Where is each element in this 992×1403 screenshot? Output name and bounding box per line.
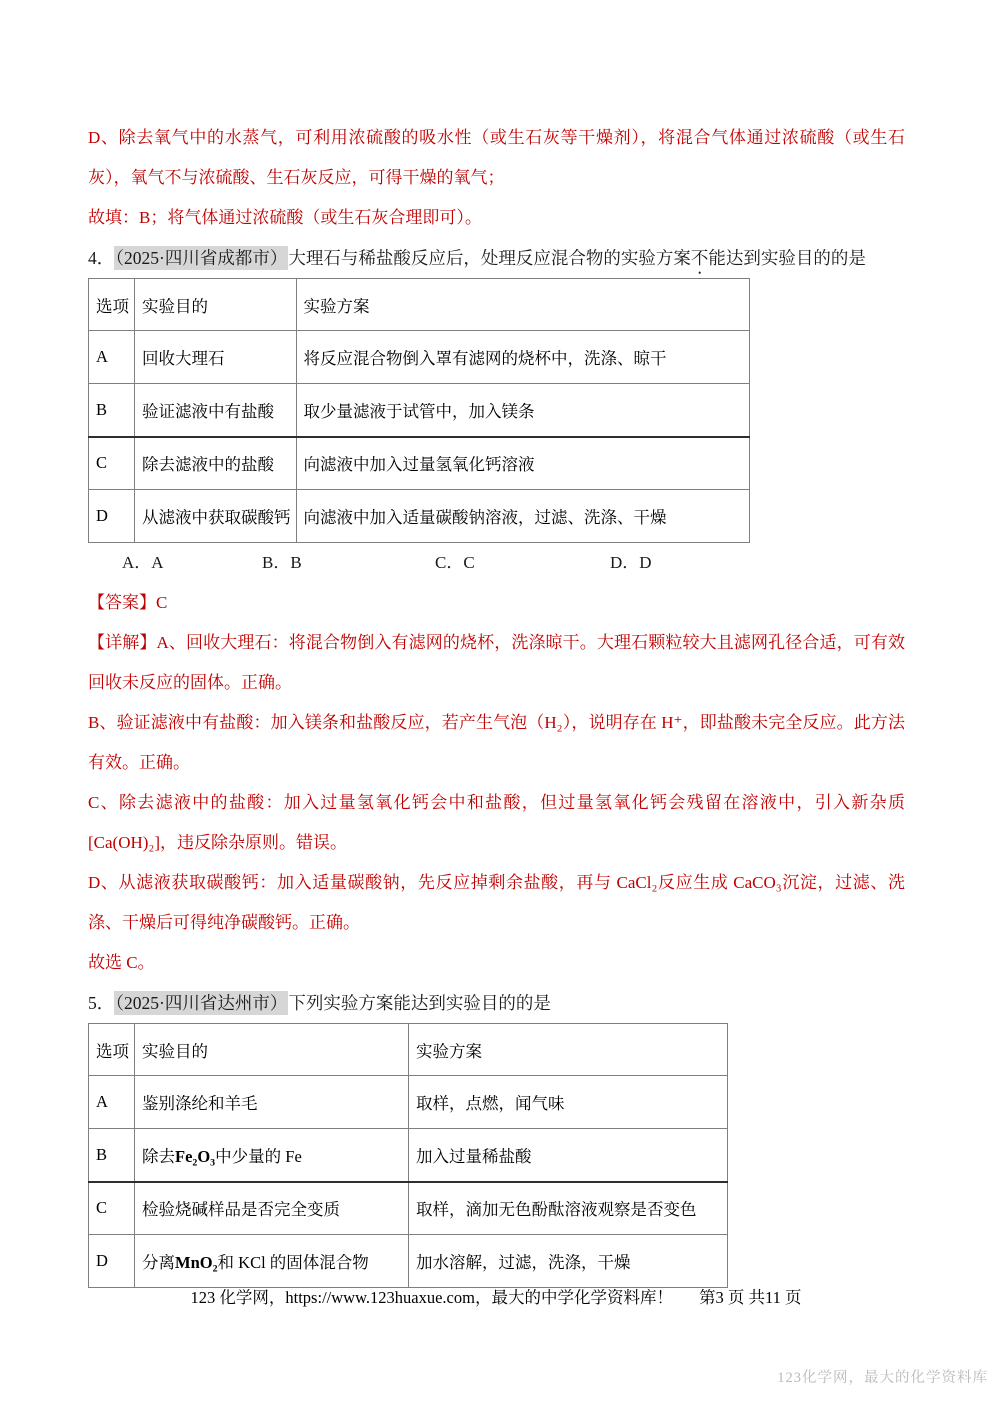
question-4-text: 大理石与稀盐酸反应后，处理反应混合物的实验方案 bbox=[288, 248, 691, 268]
question-4-choices bbox=[88, 543, 905, 583]
watermark: 123化学网，最大的化学资料库 bbox=[777, 1370, 988, 1386]
option-cell: D bbox=[89, 1235, 135, 1288]
table-row bbox=[89, 1235, 728, 1288]
question-5-number: 5． bbox=[88, 993, 115, 1013]
scheme-cell: 加水溶解，过滤，洗涤，干燥 bbox=[409, 1235, 728, 1288]
scheme-cell: 取样，点燃，闻气味 bbox=[409, 1076, 728, 1129]
analysis-conclusion: 故选 C。 bbox=[88, 953, 155, 972]
table-header-row bbox=[89, 1024, 728, 1076]
question-4-number: 4． bbox=[88, 248, 115, 268]
option-cell: C bbox=[89, 1182, 135, 1235]
scheme-cell: 取少量滤液于试管中，加入镁条 bbox=[296, 384, 749, 437]
chemical-formula: Fe₂O₃ bbox=[175, 1146, 216, 1166]
table-row bbox=[89, 1076, 728, 1129]
option-cell: C bbox=[89, 437, 135, 490]
prev-answer-fill: 故填：B；将气体通过浓硫酸（或生石灰合理即可）。 bbox=[88, 208, 482, 227]
scheme-cell: 取样，滴加无色酚酞溶液观察是否变色 bbox=[409, 1182, 728, 1235]
table-row bbox=[89, 1182, 728, 1235]
table-row bbox=[89, 437, 750, 490]
option-cell: B bbox=[89, 1129, 135, 1182]
page-footer bbox=[0, 1284, 992, 1308]
choice-a: A．A bbox=[122, 553, 164, 572]
table-row bbox=[89, 490, 750, 543]
question-4-emphasis: 不 bbox=[690, 248, 709, 268]
option-cell: A bbox=[89, 331, 135, 384]
header-option: 选项 bbox=[89, 1024, 135, 1076]
answer-label: 【答案】 bbox=[88, 593, 156, 612]
page-number: 第3 页 共11 页 bbox=[698, 1288, 802, 1307]
question-4-text-end: 能达到实验目的的是 bbox=[708, 248, 866, 268]
prev-answer-explanation: D、除去氧气中的水蒸气，可利用浓硫酸的吸水性（或生石灰等干燥剂），将混合气体通过浓硫酸（或生石灰），氧气不与浓硫酸、生石灰反应，可得干燥的氧气； bbox=[88, 128, 905, 187]
choice-c: C．C bbox=[435, 553, 475, 572]
purpose-cell: 鉴别涤纶和羊毛 bbox=[135, 1076, 409, 1129]
purpose-cell: 从滤液中获取碳酸钙 bbox=[135, 490, 297, 543]
table-row bbox=[89, 1129, 728, 1182]
analysis-paragraph-a: 【详解】A、回收大理石：将混合物倒入有滤网的烧杯，洗涤晾干。大理石颗粒较大且滤网孔径合适，可有效回收未反应的固体。正确。 bbox=[88, 633, 905, 692]
purpose-cell: 验证滤液中有盐酸 bbox=[135, 384, 297, 437]
purpose-cell: 分离MnO₂和 KCl 的固体混合物 bbox=[135, 1235, 409, 1288]
option-cell: B bbox=[89, 384, 135, 437]
site-info: 123 化学网，https://www.123huaxue.com，最大的中学化学资料库！ bbox=[190, 1288, 673, 1307]
question-5-text: 下列实验方案能达到实验目的的是 bbox=[288, 993, 551, 1013]
analysis-paragraph-c: C、除去滤液中的盐酸：加入过量氢氧化钙会中和盐酸，但过量氢氧化钙会残留在溶液中，引入新杂质[Ca(OH)₂]，违反除杂原则。错误。 bbox=[88, 793, 905, 852]
purpose-cell: 回收大理石 bbox=[135, 331, 297, 384]
chemical-formula: MnO₂ bbox=[175, 1253, 218, 1272]
scheme-cell: 向滤液中加入适量碳酸钠溶液，过滤、洗涤、干燥 bbox=[296, 490, 749, 543]
question-4-stem bbox=[88, 238, 905, 278]
option-cell: A bbox=[89, 1076, 135, 1129]
question-5-source-tag: （2025·四川省达州市） bbox=[115, 993, 288, 1013]
scheme-cell: 向滤液中加入过量氢氧化钙溶液 bbox=[296, 437, 749, 490]
answer-value: C bbox=[156, 593, 168, 612]
question-5-stem bbox=[88, 983, 905, 1023]
table-row bbox=[89, 384, 750, 437]
choice-b: B．B bbox=[262, 553, 302, 572]
choice-d: D．D bbox=[610, 553, 652, 572]
header-scheme: 实验方案 bbox=[409, 1024, 728, 1076]
scheme-cell: 加入过量稀盐酸 bbox=[409, 1129, 728, 1182]
option-cell: D bbox=[89, 490, 135, 543]
table-header-row bbox=[89, 279, 750, 331]
question-5-table bbox=[88, 1023, 728, 1288]
header-scheme: 实验方案 bbox=[296, 279, 749, 331]
scheme-cell: 将反应混合物倒入罩有滤网的烧杯中，洗涤、晾干 bbox=[296, 331, 749, 384]
question-4-source-tag: （2025·四川省成都市） bbox=[115, 248, 288, 268]
header-option: 选项 bbox=[89, 279, 135, 331]
header-purpose: 实验目的 bbox=[135, 1024, 409, 1076]
table-row bbox=[89, 331, 750, 384]
analysis-paragraph-d: D、从滤液获取碳酸钙：加入适量碳酸钠，先反应掉剩余盐酸，再与 CaCl₂反应生成 CaCO₃沉淀，过滤、洗涤、干燥后可得纯净碳酸钙。正确。 bbox=[88, 873, 905, 932]
purpose-cell: 除去Fe₂O₃中少量的 Fe bbox=[135, 1129, 409, 1182]
header-purpose: 实验目的 bbox=[135, 279, 297, 331]
answer-line bbox=[88, 583, 905, 623]
question-4-table bbox=[88, 278, 750, 543]
purpose-cell: 检验烧碱样品是否完全变质 bbox=[135, 1182, 409, 1235]
analysis-paragraph-b: B、验证滤液中有盐酸：加入镁条和盐酸反应，若产生气泡（H₂），说明存在 H⁺，即盐酸未完全反应。此方法有效。正确。 bbox=[88, 713, 905, 772]
purpose-cell: 除去滤液中的盐酸 bbox=[135, 437, 297, 490]
